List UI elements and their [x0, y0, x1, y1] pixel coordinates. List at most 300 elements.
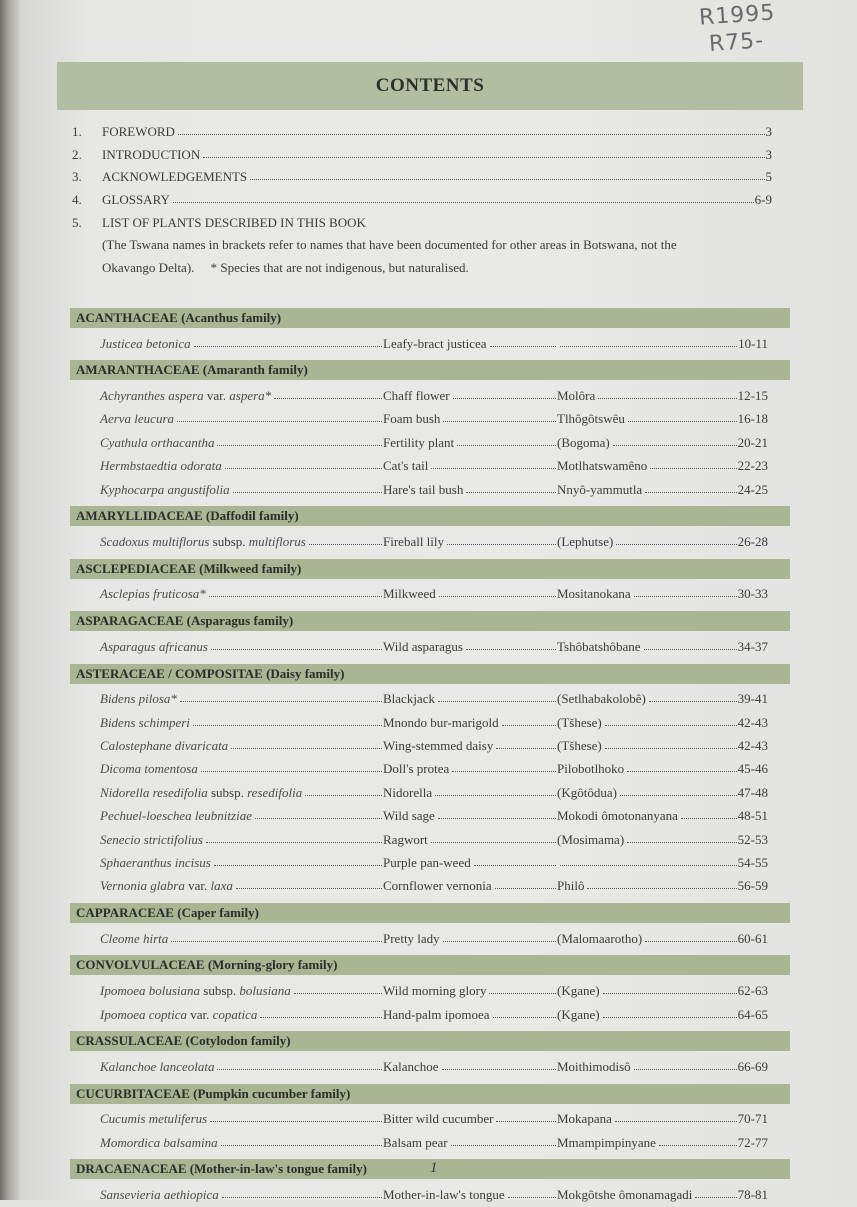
dot-leader — [217, 436, 382, 446]
scientific-name-cell — [100, 1135, 383, 1151]
scientific-name-cell — [100, 878, 383, 894]
plant-row — [100, 1108, 768, 1131]
dot-leader — [201, 762, 382, 772]
scientific-name-cell — [100, 1111, 383, 1127]
item-number: 3. — [72, 169, 82, 185]
dot-leader — [508, 1188, 556, 1198]
dot-leader — [438, 692, 556, 702]
dot-leader — [225, 459, 382, 469]
english-name: Wing-stemmed daisy — [383, 737, 494, 753]
scientific-name — [100, 931, 168, 947]
dot-leader — [452, 762, 556, 772]
family-header — [70, 506, 790, 526]
dot-leader — [260, 1008, 382, 1018]
tswana-name-cell — [557, 691, 768, 707]
dot-leader — [466, 483, 556, 493]
scientific-name — [100, 715, 190, 731]
page-range: 16-18 — [737, 411, 768, 427]
item-number: 1. — [72, 124, 82, 140]
dot-leader — [431, 833, 556, 843]
page-range: 10-11 — [738, 335, 768, 351]
item-label: LIST OF PLANTS DESCRIBED IN THIS BOOK — [102, 214, 366, 230]
dot-leader — [447, 535, 556, 545]
english-name-cell — [383, 336, 557, 352]
dot-leader — [620, 786, 737, 796]
dot-leader — [431, 459, 556, 469]
scientific-name-part: Kalanchoe lanceolata — [100, 1058, 215, 1074]
tswana-name-cell — [557, 458, 768, 474]
page-range: 34-37 — [737, 638, 768, 654]
scientific-name-part: Ipomoea bolusiana — [100, 983, 201, 999]
english-name: Mnondo bur-marigold — [383, 714, 499, 730]
english-name: Milkweed — [383, 586, 436, 602]
english-name-cell — [383, 1187, 557, 1203]
page-title: CONTENTS — [375, 75, 485, 96]
intro-note: (The Tswana names in brackets refer to names that have been documented for other areas in Botswana, not the — [102, 236, 677, 252]
dot-leader — [457, 436, 556, 446]
english-name: Wild asparagus — [383, 638, 463, 654]
scientific-name — [100, 785, 302, 801]
scientific-name-part: Scadoxus multiflorus — [100, 534, 210, 550]
scientific-name-part: laxa — [210, 878, 233, 894]
scientific-name-part: Bidens pilosa* — [100, 691, 177, 707]
english-name: Leafy-bract justicea — [383, 335, 487, 351]
family-common-name: (Daffodil family) — [205, 508, 299, 524]
tswana-name-cell — [557, 586, 768, 602]
dot-leader — [490, 337, 556, 347]
family-common-name: (Milkweed family) — [199, 560, 302, 576]
tswana-name: Mokapana — [557, 1111, 612, 1127]
dot-leader — [177, 412, 382, 422]
tswana-name: Tlhôgôtswêu — [557, 411, 625, 427]
plant-row — [100, 455, 768, 478]
dot-leader — [214, 856, 382, 866]
tswana-name: Motlhatswamêno — [557, 458, 648, 474]
dot-leader — [438, 809, 556, 819]
english-name: Cornflower vernonia — [383, 878, 492, 894]
tswana-name: (Lephutse) — [557, 534, 614, 550]
plant-row — [100, 927, 768, 950]
scientific-name-part: Cucumis metuliferus — [100, 1111, 208, 1127]
dot-leader — [603, 984, 737, 994]
english-name-cell — [383, 691, 557, 707]
scientific-name-cell — [100, 336, 383, 352]
family-common-name: (Cotylodon family) — [185, 1033, 291, 1049]
item-page: 3 — [765, 124, 772, 140]
dot-leader — [173, 193, 754, 203]
scientific-name-cell — [100, 808, 383, 824]
english-name: Wild sage — [383, 808, 435, 824]
english-name-cell — [383, 388, 557, 404]
dot-leader — [645, 932, 736, 942]
english-name: Balsam pear — [383, 1134, 448, 1150]
page-range: 39-41 — [737, 691, 768, 707]
plant-row — [100, 688, 768, 711]
page-range: 26-28 — [737, 534, 768, 550]
tswana-name-cell — [557, 931, 768, 947]
dot-leader — [650, 459, 736, 469]
tswana-name-cell — [557, 715, 768, 731]
page-range: 42-43 — [737, 737, 768, 753]
scientific-name — [100, 435, 214, 451]
plant-row — [100, 635, 768, 658]
dot-leader — [453, 389, 556, 399]
family-name: ACANTHACEAE — [76, 310, 178, 325]
page-range: 54-55 — [737, 854, 768, 870]
tswana-name-cell — [557, 1007, 768, 1023]
scientific-name-part: copatica — [212, 1006, 258, 1022]
scientific-name — [100, 482, 230, 498]
dot-leader — [644, 640, 737, 650]
contents-item — [72, 211, 772, 234]
english-name-cell — [383, 983, 557, 999]
scientific-name-part: Bidens schimperi — [100, 714, 190, 730]
scientific-name-part: aspera* — [229, 388, 272, 404]
handwritten-line: R1995 — [698, 0, 777, 31]
english-name: Fertility plant — [383, 434, 455, 450]
english-name: Bitter wild cucumber — [383, 1111, 494, 1127]
dot-leader — [489, 984, 556, 994]
family-common-name: (Mother-in-law's tongue family) — [189, 1161, 367, 1177]
scientific-name — [100, 411, 174, 427]
tswana-name-cell — [557, 832, 768, 848]
contents-title-bar — [57, 62, 803, 110]
tswana-name: Mositanokana — [557, 586, 631, 602]
tswana-name-cell — [557, 435, 768, 451]
dot-leader — [598, 389, 736, 399]
scientific-name-cell — [100, 855, 383, 871]
plant-row — [100, 734, 768, 757]
family-header — [70, 955, 790, 975]
tswana-name-cell — [557, 534, 768, 550]
tswana-name-cell — [557, 785, 768, 801]
page-range: 22-23 — [737, 458, 768, 474]
scientific-name-part: Dicoma tomentosa — [100, 761, 198, 777]
english-name-cell — [383, 586, 557, 602]
english-name: Foam bush — [383, 411, 441, 427]
scientific-name-part: Vernonia glabra — [100, 878, 185, 894]
family-name: AMARANTHACEAE — [76, 362, 200, 378]
scientific-name — [100, 832, 203, 848]
english-name: Hand-palm ipomoea — [383, 1006, 490, 1022]
dot-leader — [294, 984, 382, 994]
scientific-name-cell — [100, 738, 383, 754]
scientific-name-part: Sansevieria aethiopica — [100, 1187, 219, 1203]
plant-row — [100, 1183, 768, 1206]
tswana-name: Molôra — [557, 388, 596, 404]
dot-leader — [627, 762, 736, 772]
family-common-name: (Morning-glory family) — [207, 957, 338, 973]
plant-row — [100, 804, 768, 827]
english-name: Hare's tail bush — [383, 481, 464, 497]
english-name-cell — [383, 1135, 557, 1151]
dot-leader — [309, 535, 382, 545]
english-name-cell — [383, 761, 557, 777]
scientific-name — [100, 878, 233, 894]
dot-leader — [435, 786, 556, 796]
english-name: Nidorella — [383, 784, 433, 800]
tswana-name-cell — [557, 878, 768, 894]
plant-row — [100, 408, 768, 431]
tswana-name-cell — [557, 1187, 768, 1203]
dot-leader — [178, 125, 765, 135]
tswana-name-cell — [557, 983, 768, 999]
scientific-name-cell — [100, 983, 383, 999]
book-binding — [0, 0, 22, 1200]
dot-leader — [193, 716, 382, 726]
english-name: Cat's tail — [383, 458, 429, 474]
english-name-cell — [383, 1007, 557, 1023]
english-name-cell — [383, 435, 557, 451]
english-name-cell — [383, 785, 557, 801]
tswana-name-cell — [557, 1111, 768, 1127]
english-name: Fireball lily — [383, 534, 445, 550]
tswana-name-cell — [557, 738, 768, 754]
tswana-name-cell — [557, 388, 768, 404]
dot-leader — [443, 412, 556, 422]
handwritten-price-note — [698, 0, 778, 59]
page-range: 47-48 — [737, 784, 768, 800]
scientific-name-part: Pechuel-loeschea leubnitziae — [100, 808, 252, 824]
english-name-cell — [383, 411, 557, 427]
contents-item — [72, 121, 772, 144]
scientific-name-part: subsp. — [209, 534, 249, 550]
tswana-name: (Mosimama) — [557, 831, 625, 847]
plant-row — [100, 711, 768, 734]
plant-row — [100, 332, 768, 355]
plant-row — [100, 583, 768, 606]
dot-leader — [210, 1112, 382, 1122]
family-common-name: (Caper family) — [177, 905, 259, 921]
english-name: Doll's protea — [383, 761, 450, 777]
scientific-name — [100, 1111, 207, 1127]
item-page: 5 — [765, 169, 772, 185]
tswana-name: (Malomaarotho) — [557, 930, 643, 946]
page-range: 48-51 — [737, 808, 768, 824]
family-header — [70, 360, 790, 380]
contents-item — [72, 144, 772, 167]
item-label: FOREWORD — [102, 124, 175, 140]
scientific-name-part: var. — [187, 1006, 213, 1022]
scientific-name-part: Calostephane divaricata — [100, 737, 229, 753]
tswana-name-cell — [557, 639, 768, 655]
dot-leader — [493, 1008, 557, 1018]
scientific-name — [100, 1059, 214, 1075]
scientific-name-part: resedifolia — [247, 784, 303, 800]
dot-leader — [560, 856, 737, 866]
family-common-name: (Amaranth family) — [202, 362, 308, 378]
scientific-name — [100, 336, 191, 352]
scientific-name-cell — [100, 639, 383, 655]
scientific-name-part: Achyranthes aspera — [100, 388, 204, 404]
scientific-name-part: Senecio strictifolius — [100, 831, 203, 847]
family-name: DRACAENACEAE — [76, 1161, 187, 1177]
scientific-name-part: Justicea betonica — [100, 335, 191, 351]
scientific-name-cell — [100, 411, 383, 427]
tswana-name: Pilobotlhoko — [557, 761, 625, 777]
tswana-name-cell — [557, 1135, 768, 1151]
scientific-name-part: Ipomoea coptica — [100, 1006, 188, 1022]
tswana-name: (Kgane) — [557, 983, 600, 999]
tswana-name: Moithimodisô — [557, 1058, 631, 1074]
family-header — [70, 611, 790, 631]
english-name-cell — [383, 808, 557, 824]
page-range: 78-81 — [737, 1187, 768, 1203]
dot-leader — [613, 436, 737, 446]
scientific-name-cell — [100, 586, 383, 602]
scientific-name — [100, 639, 208, 655]
scientific-name — [100, 983, 291, 999]
family-name: CAPPARACEAE — [76, 905, 174, 921]
plant-row — [100, 530, 768, 553]
intro-section — [72, 121, 772, 279]
page-range: 20-21 — [737, 434, 768, 450]
english-name-cell — [383, 715, 557, 731]
dot-leader — [649, 692, 737, 702]
scientific-name — [100, 534, 306, 550]
english-name-cell — [383, 1111, 557, 1127]
page-range: 70-71 — [737, 1111, 768, 1127]
item-number: 2. — [72, 146, 82, 162]
dot-leader — [442, 1060, 556, 1070]
family-name: AMARYLLIDACEAE — [76, 508, 203, 524]
english-name: Blackjack — [383, 691, 435, 707]
dot-leader — [250, 170, 764, 180]
scientific-name-part: Aerva leucura — [100, 411, 175, 427]
dot-leader — [645, 483, 736, 493]
plant-row — [100, 478, 768, 501]
family-header — [70, 308, 790, 328]
scientific-name-part: Sphaeranthus incisus — [100, 854, 211, 870]
plant-row — [100, 384, 768, 407]
contents-item — [72, 189, 772, 212]
tswana-name: (Bogoma) — [557, 434, 610, 450]
dot-leader — [233, 483, 382, 493]
english-name: Pretty lady — [383, 930, 440, 946]
plant-row — [100, 1131, 768, 1154]
tswana-name-cell — [557, 1059, 768, 1075]
item-page: 6-9 — [754, 192, 772, 208]
scientific-name-part: bolusiana — [239, 983, 291, 999]
scientific-name — [100, 586, 206, 602]
tswana-name-cell — [557, 411, 768, 427]
tswana-name: (Kgane) — [557, 1006, 600, 1022]
plant-row — [100, 1003, 768, 1026]
scientific-name — [100, 1007, 257, 1023]
page-range: 56-59 — [737, 878, 768, 894]
dot-leader — [634, 1060, 737, 1070]
dot-leader — [695, 1188, 736, 1198]
family-header — [70, 1084, 790, 1104]
page-range: 72-77 — [737, 1134, 768, 1150]
page-range: 30-33 — [737, 586, 768, 602]
dot-leader — [560, 337, 737, 347]
item-label: ACKNOWLEDGEMENTS — [102, 169, 248, 185]
family-header — [70, 664, 790, 684]
scientific-name-part: Asparagus africanus — [100, 638, 208, 654]
page-range: 52-53 — [737, 831, 768, 847]
scientific-name-cell — [100, 1187, 383, 1203]
scientific-name-cell — [100, 761, 383, 777]
scientific-name — [100, 761, 198, 777]
tswana-name-cell — [557, 761, 768, 777]
scientific-name-part: subsp. — [200, 983, 240, 999]
dot-leader — [274, 389, 382, 399]
dot-leader — [495, 879, 556, 889]
contents-item — [72, 166, 772, 189]
dot-leader — [171, 932, 382, 942]
tswana-name-cell — [557, 336, 768, 352]
dot-leader — [451, 1136, 556, 1146]
dot-leader — [615, 1112, 737, 1122]
dot-leader — [255, 809, 382, 819]
tswana-name: (Setlhabakolobê) — [557, 691, 646, 707]
plant-row — [100, 851, 768, 874]
scientific-name-part: multiflorus — [248, 534, 306, 550]
item-label: GLOSSARY — [102, 192, 170, 208]
page-range: 12-15 — [737, 388, 768, 404]
scientific-name — [100, 1187, 219, 1203]
scientific-name-part: Kyphocarpa angustifolia — [100, 481, 230, 497]
dot-leader — [194, 337, 382, 347]
scientific-name-part: Momordica balsamina — [100, 1134, 218, 1150]
scientific-name-cell — [100, 715, 383, 731]
dot-leader — [603, 1008, 737, 1018]
dot-leader — [616, 535, 736, 545]
tswana-name: Mmampimpinyane — [557, 1134, 656, 1150]
english-name-cell — [383, 1059, 557, 1075]
plant-row — [100, 979, 768, 1002]
english-name-cell — [383, 458, 557, 474]
item-number: 5. — [72, 214, 82, 230]
dot-leader — [209, 587, 382, 597]
english-name: Wild morning glory — [383, 983, 487, 999]
plant-row — [100, 781, 768, 804]
scientific-name-cell — [100, 388, 383, 404]
family-name: CUCURBITACEAE — [76, 1085, 190, 1101]
dot-leader — [502, 716, 556, 726]
scientific-name-part: var. — [203, 388, 230, 404]
tswana-name: Mokodi ômotonanyana — [557, 808, 678, 824]
page-range: 42-43 — [737, 714, 768, 730]
family-name: ASCLEPEDIACEAE — [76, 560, 196, 576]
scientific-name-cell — [100, 458, 383, 474]
plant-row — [100, 758, 768, 781]
scientific-name-cell — [100, 435, 383, 451]
plant-row — [100, 431, 768, 454]
scientific-name — [100, 738, 228, 754]
dot-leader — [180, 692, 382, 702]
dot-leader — [206, 833, 382, 843]
scientific-name-part: Nidorella resedifolia — [100, 784, 208, 800]
page-range: 66-69 — [737, 1058, 768, 1074]
scientific-name-cell — [100, 1007, 383, 1023]
dot-leader — [305, 786, 382, 796]
page-range: 24-25 — [737, 481, 768, 497]
scientific-name-part: var. — [184, 878, 211, 894]
family-common-name: (Pumpkin cucumber family) — [193, 1085, 351, 1101]
family-name: CONVOLVULACEAE — [76, 957, 205, 973]
scientific-name — [100, 388, 271, 404]
tswana-name: Mokgôtshe ômonamagadi — [557, 1187, 693, 1203]
dot-leader — [211, 640, 382, 650]
item-number: 4. — [72, 192, 82, 208]
scientific-name-cell — [100, 931, 383, 947]
scientific-name-part: Asclepias fruticosa* — [100, 586, 206, 602]
dot-leader — [659, 1136, 737, 1146]
dot-leader — [627, 833, 737, 843]
handwritten-line: R75- — [708, 28, 765, 58]
